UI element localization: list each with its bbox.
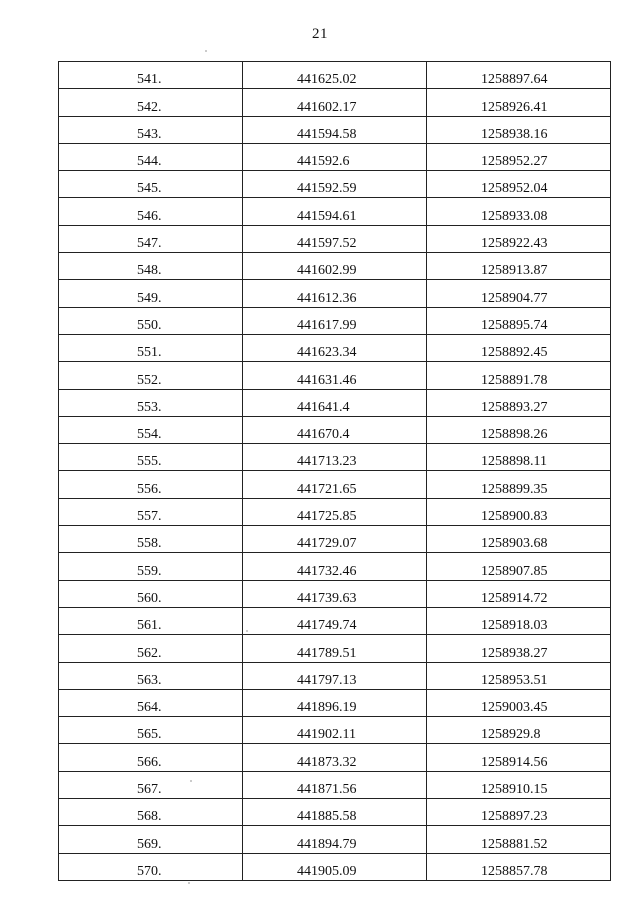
- x-coordinate-cell: 441597.52: [243, 225, 427, 252]
- point-number-cell: 566.: [59, 744, 243, 771]
- table-row: [59, 744, 611, 771]
- coordinate-table-body: [59, 62, 611, 881]
- table-row: [59, 198, 611, 225]
- scan-speck: [246, 630, 248, 632]
- table-row: [59, 799, 611, 826]
- table-row: [59, 717, 611, 744]
- x-coordinate-cell: 441592.6: [243, 143, 427, 170]
- table-row: [59, 498, 611, 525]
- point-number-cell: 557.: [59, 498, 243, 525]
- y-coordinate-cell: 1258952.04: [427, 171, 611, 198]
- y-coordinate-cell: 1258891.78: [427, 362, 611, 389]
- point-number-cell: 567.: [59, 771, 243, 798]
- point-number-cell: 547.: [59, 225, 243, 252]
- table-row: [59, 635, 611, 662]
- point-number-cell: 542.: [59, 89, 243, 116]
- point-number-cell: 560.: [59, 580, 243, 607]
- y-coordinate-cell: 1258938.16: [427, 116, 611, 143]
- y-coordinate-cell: 1258893.27: [427, 389, 611, 416]
- scan-speck: [188, 882, 190, 884]
- point-number-cell: 549.: [59, 280, 243, 307]
- x-coordinate-cell: 441729.07: [243, 526, 427, 553]
- scan-speck: [190, 780, 192, 782]
- point-number-cell: 545.: [59, 171, 243, 198]
- y-coordinate-cell: 1258900.83: [427, 498, 611, 525]
- x-coordinate-cell: 441749.74: [243, 607, 427, 634]
- table-row: [59, 416, 611, 443]
- table-row: [59, 580, 611, 607]
- point-number-cell: 564.: [59, 689, 243, 716]
- x-coordinate-cell: 441905.09: [243, 853, 427, 880]
- table-row: [59, 826, 611, 853]
- point-number-cell: 558.: [59, 526, 243, 553]
- y-coordinate-cell: 1258881.52: [427, 826, 611, 853]
- y-coordinate-cell: 1258903.68: [427, 526, 611, 553]
- page-number: 21: [312, 26, 328, 42]
- y-coordinate-cell: 1258898.11: [427, 444, 611, 471]
- x-coordinate-cell: 441641.4: [243, 389, 427, 416]
- table-row: [59, 526, 611, 553]
- x-coordinate-cell: 441631.46: [243, 362, 427, 389]
- x-coordinate-cell: 441594.61: [243, 198, 427, 225]
- x-coordinate-cell: 441625.02: [243, 62, 427, 89]
- table-row: [59, 471, 611, 498]
- y-coordinate-cell: 1258897.23: [427, 799, 611, 826]
- point-number-cell: 550.: [59, 307, 243, 334]
- point-number-cell: 544.: [59, 143, 243, 170]
- y-coordinate-cell: 1258907.85: [427, 553, 611, 580]
- x-coordinate-cell: 441732.46: [243, 553, 427, 580]
- table-row: [59, 444, 611, 471]
- table-row: [59, 689, 611, 716]
- x-coordinate-cell: 441670.4: [243, 416, 427, 443]
- point-number-cell: 551.: [59, 334, 243, 361]
- y-coordinate-cell: 1258857.78: [427, 853, 611, 880]
- table-row: [59, 62, 611, 89]
- scan-speck: [205, 50, 207, 52]
- y-coordinate-cell: 1259003.45: [427, 689, 611, 716]
- y-coordinate-cell: 1258952.27: [427, 143, 611, 170]
- x-coordinate-cell: 441713.23: [243, 444, 427, 471]
- point-number-cell: 543.: [59, 116, 243, 143]
- y-coordinate-cell: 1258913.87: [427, 253, 611, 280]
- y-coordinate-cell: 1258933.08: [427, 198, 611, 225]
- table-row: [59, 225, 611, 252]
- x-coordinate-cell: 441739.63: [243, 580, 427, 607]
- x-coordinate-cell: 441617.99: [243, 307, 427, 334]
- table-row: [59, 280, 611, 307]
- table-row: [59, 253, 611, 280]
- point-number-cell: 569.: [59, 826, 243, 853]
- point-number-cell: 568.: [59, 799, 243, 826]
- x-coordinate-cell: 441602.17: [243, 89, 427, 116]
- coordinate-table: [58, 61, 611, 881]
- y-coordinate-cell: 1258892.45: [427, 334, 611, 361]
- x-coordinate-cell: 441885.58: [243, 799, 427, 826]
- y-coordinate-cell: 1258929.8: [427, 717, 611, 744]
- y-coordinate-cell: 1258895.74: [427, 307, 611, 334]
- table-row: [59, 771, 611, 798]
- point-number-cell: 563.: [59, 662, 243, 689]
- table-row: [59, 89, 611, 116]
- y-coordinate-cell: 1258918.03: [427, 607, 611, 634]
- y-coordinate-cell: 1258922.43: [427, 225, 611, 252]
- x-coordinate-cell: 441623.34: [243, 334, 427, 361]
- table-row: [59, 362, 611, 389]
- y-coordinate-cell: 1258899.35: [427, 471, 611, 498]
- y-coordinate-cell: 1258926.41: [427, 89, 611, 116]
- point-number-cell: 561.: [59, 607, 243, 634]
- point-number-cell: 554.: [59, 416, 243, 443]
- point-number-cell: 541.: [59, 62, 243, 89]
- y-coordinate-cell: 1258898.26: [427, 416, 611, 443]
- point-number-cell: 565.: [59, 717, 243, 744]
- table-row: [59, 171, 611, 198]
- point-number-cell: 553.: [59, 389, 243, 416]
- x-coordinate-cell: 441594.58: [243, 116, 427, 143]
- point-number-cell: 559.: [59, 553, 243, 580]
- table-row: [59, 116, 611, 143]
- x-coordinate-cell: 441612.36: [243, 280, 427, 307]
- x-coordinate-cell: 441592.59: [243, 171, 427, 198]
- point-number-cell: 548.: [59, 253, 243, 280]
- y-coordinate-cell: 1258938.27: [427, 635, 611, 662]
- x-coordinate-cell: 441797.13: [243, 662, 427, 689]
- x-coordinate-cell: 441896.19: [243, 689, 427, 716]
- y-coordinate-cell: 1258897.64: [427, 62, 611, 89]
- point-number-cell: 570.: [59, 853, 243, 880]
- point-number-cell: 552.: [59, 362, 243, 389]
- table-row: [59, 143, 611, 170]
- point-number-cell: 556.: [59, 471, 243, 498]
- x-coordinate-cell: 441894.79: [243, 826, 427, 853]
- table-row: [59, 307, 611, 334]
- point-number-cell: 546.: [59, 198, 243, 225]
- table-row: [59, 662, 611, 689]
- x-coordinate-cell: 441721.65: [243, 471, 427, 498]
- y-coordinate-cell: 1258910.15: [427, 771, 611, 798]
- y-coordinate-cell: 1258914.72: [427, 580, 611, 607]
- y-coordinate-cell: 1258953.51: [427, 662, 611, 689]
- table-row: [59, 334, 611, 361]
- x-coordinate-cell: 441902.11: [243, 717, 427, 744]
- x-coordinate-cell: 441725.85: [243, 498, 427, 525]
- point-number-cell: 555.: [59, 444, 243, 471]
- table-row: [59, 607, 611, 634]
- table-row: [59, 853, 611, 880]
- x-coordinate-cell: 441871.56: [243, 771, 427, 798]
- x-coordinate-cell: 441602.99: [243, 253, 427, 280]
- table-row: [59, 389, 611, 416]
- table-row: [59, 553, 611, 580]
- x-coordinate-cell: 441873.32: [243, 744, 427, 771]
- point-number-cell: 562.: [59, 635, 243, 662]
- x-coordinate-cell: 441789.51: [243, 635, 427, 662]
- y-coordinate-cell: 1258904.77: [427, 280, 611, 307]
- y-coordinate-cell: 1258914.56: [427, 744, 611, 771]
